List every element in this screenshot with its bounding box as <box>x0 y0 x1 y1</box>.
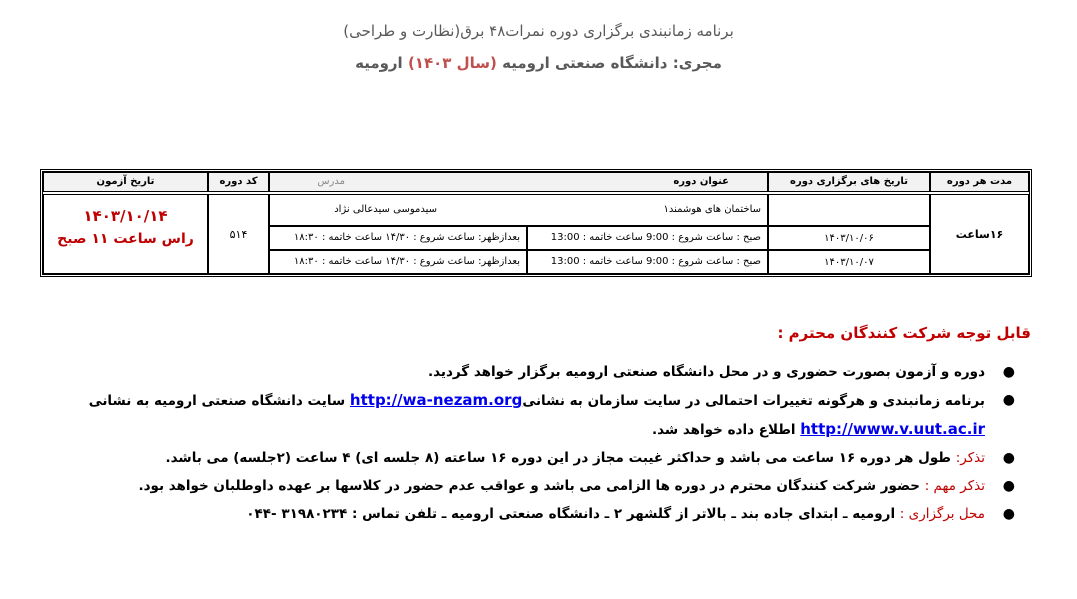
header-duration: مدت هر دوره <box>930 172 1029 192</box>
bullet-icon: ● <box>1002 392 1015 408</box>
list-item <box>35 386 1015 444</box>
session-1-morning: صبح : ساعت شروع : 9:00 ساعت خاتمه : 13:00 <box>527 226 768 250</box>
list-item <box>35 472 1015 500</box>
cell-duration: ۱۶ساعت <box>930 194 1029 274</box>
schedule-table <box>40 169 1032 277</box>
city-label: ارومیه <box>355 54 408 72</box>
instructor-name: سیدموسی سیدعالی نژاد <box>334 204 437 215</box>
bullet-icon: ● <box>1002 506 1015 522</box>
course-title: ساختمان های هوشمند۱ <box>663 204 761 215</box>
exam-date: ۱۴۰۳/۱۰/۱۴ <box>83 207 168 225</box>
cell-date-1: ۱۴۰۳/۱۰/۰۶ <box>768 226 930 250</box>
session-2-afternoon: بعدازظهر: ساعت شروع : ۱۴/۳۰ ساعت خاتمه : ۱۸:۳۰ <box>269 250 527 274</box>
cell-course-info <box>269 194 768 226</box>
cell-date-2: ۱۴۰۳/۱۰/۰۷ <box>768 250 930 274</box>
header-title-label: عنوان دوره <box>673 176 729 187</box>
organizer-label: مجری: دانشگاه صنعتی ارومیه <box>496 54 722 72</box>
bullet-icon: ● <box>1002 478 1015 494</box>
note-1-text: دوره و آزمون بصورت حضوری و در محل دانشگاه صنعتی ارومیه برگزار خواهد گردید. <box>427 364 985 380</box>
list-item <box>35 444 1015 472</box>
list-item <box>35 358 1015 386</box>
wa-nezam-link[interactable]: http://wa-nezam.org <box>349 391 523 409</box>
note-3-label: تذکر: <box>955 450 985 466</box>
note-4-label: تذکر مهم : <box>924 478 985 494</box>
bullet-icon: ● <box>1002 364 1015 380</box>
note-3-text: طول هر دوره ۱۶ ساعت می باشد و حداکثر غیبت مجاز در این دوره ۱۶ ساعته (۸ جلسه ای) ۴ ساعت (۲جلسه) می باشد. <box>165 450 956 466</box>
bullet-icon: ● <box>1002 450 1015 466</box>
header-course-title <box>269 172 768 192</box>
note-5-label: محل برگزاری : <box>899 506 985 522</box>
session-2-morning: صبح : ساعت شروع : 9:00 ساعت خاتمه : 13:00 <box>527 250 768 274</box>
header-instructor-label: مدرس <box>317 176 345 187</box>
session-1-afternoon: بعدازظهر: ساعت شروع : ۱۴/۳۰ ساعت خاتمه : ۱۸:۳۰ <box>269 226 527 250</box>
note-2-text-before: برنامه زمانبندی و هرگونه تغییرات احتمالی در سایت سازمان به نشانی <box>522 393 985 409</box>
notes-heading: قابل توجه شرکت کنندگان محترم : <box>777 324 1031 342</box>
header-exam: تاریخ آزمون <box>43 172 208 192</box>
cell-exam <box>43 194 208 274</box>
page-subtitle <box>0 54 1077 72</box>
header-code: کد دوره <box>208 172 269 192</box>
uut-link[interactable]: http://www.v.uut.ac.ir <box>800 420 985 438</box>
note-2-text-after: اطلاع داده خواهد شد. <box>651 422 801 438</box>
note-4-text: حضور شرکت کنندگان محترم در دوره ها الزامی می باشد و عواقب عدم حضور در کلاسها بر عهده داوطلبان خواهد بود. <box>138 478 925 494</box>
notes-list <box>35 358 1015 528</box>
cell-dates-empty <box>768 194 930 226</box>
exam-time: راس ساعت ۱۱ صبح <box>57 231 194 247</box>
note-2-text-middle: سایت دانشگاه صنعتی ارومیه به نشانی <box>88 393 350 409</box>
cell-code: ۵۱۴ <box>208 194 269 274</box>
header-dates: تاریخ های برگزاری دوره <box>768 172 930 192</box>
list-item <box>35 500 1015 528</box>
note-5-text: ارومیه ـ ابتدای جاده بند ـ بالاتر از گلشهر ۲ ـ دانشگاه صنعتی ارومیه ـ تلفن تماس : ۳۱۹۸۰۲۳۴ -۰۴۴ <box>246 506 900 522</box>
page-title: برنامه زمانبندی برگزاری دوره نمرات۴۸ برق(نظارت و طراحی) <box>343 22 734 40</box>
year-label: (سال ۱۴۰۳) <box>407 54 497 72</box>
